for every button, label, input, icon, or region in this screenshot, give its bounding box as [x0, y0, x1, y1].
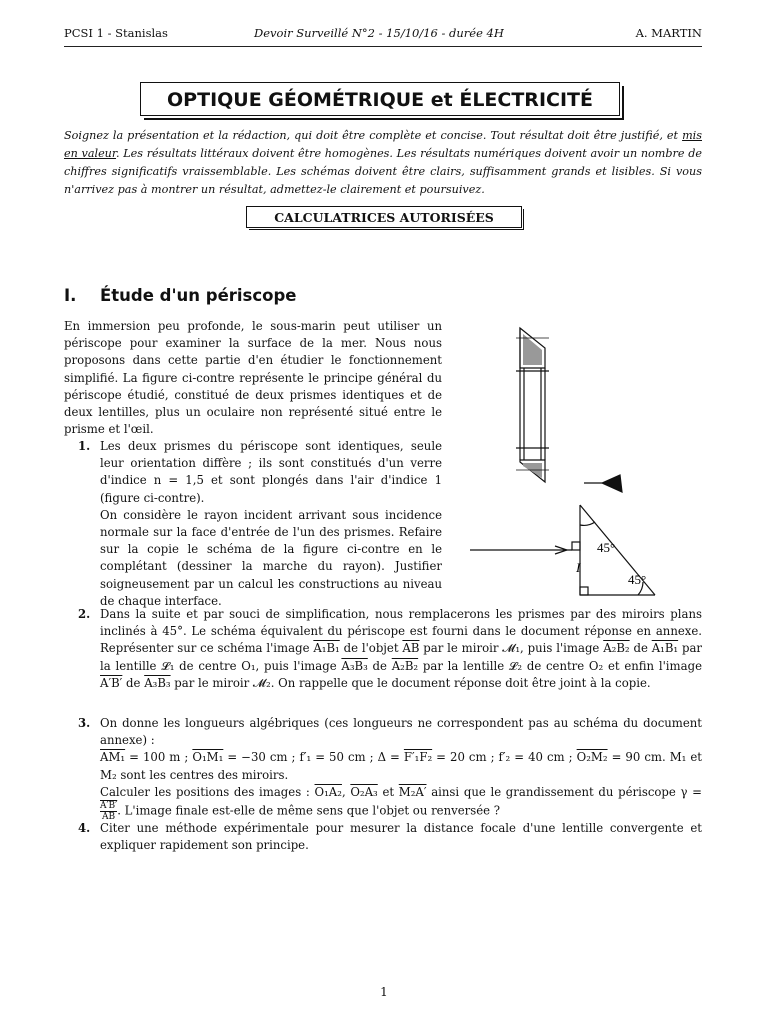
instructions-part2: . Les résultats littéraux doivent être homogènes. Les résultats numériques doivent avoir un nombre de chiffres significatifs vraissemblable. Les schémas doivent être clairs, suffisamment grands et lisibles. Si vous n'arrivez pas à montrer un résultat, admettez-le clairement et poursuivez. [64, 147, 702, 196]
question-number: 3. [78, 716, 91, 730]
q2-text: de l'objet [339, 641, 403, 656]
periscope-figure [460, 320, 710, 610]
gamma-denominator: AB [102, 812, 116, 823]
section-number: I. [64, 286, 77, 305]
right-angle-mark-top [572, 542, 580, 550]
q3-values [100, 749, 702, 783]
question-1 [78, 438, 442, 610]
right-angle-mark-bottom [580, 587, 588, 595]
gamma-fraction [100, 801, 117, 822]
header-class: PCSI 1 - Stanislas [64, 26, 168, 40]
gamma-numerator: A′B′ [100, 801, 118, 812]
eye-icon [602, 475, 622, 492]
length-O1A2: O₁A₂ [314, 784, 342, 799]
question-1-text-a: Les deux prismes du périscope sont identiques, seule leur orientation diffère ; ils sont constitués d'un verre d'indice n = 1,5 et sont plongés dans l'air d'indice 1 (figure ci-contre). [100, 439, 442, 505]
vector-ApBp: A′B′ [100, 675, 123, 690]
question-1-text-b: On considère le rayon incident arrivant sous incidence normale sur la face d'entrée de l'un des prismes. Refaire sur la copie le schéma de la figure ci-contre en le complétant (dessiner la marche du rayon). Justifier soigneusement par un calcul les constructions au niveau de chaque interface. [100, 507, 442, 608]
vector-A1B1: A₁B₁ [651, 641, 679, 656]
section-title: Étude d'un périscope [100, 286, 297, 305]
vector-A1B1: A₁B₁ [313, 641, 340, 656]
length-F1F2: F′₁F₂ [403, 750, 433, 765]
q3-text: Calculer les positions des images : [100, 784, 315, 799]
vector-A2B2: A₂B₂ [603, 641, 630, 656]
length-O1M1: O₁M₁ [192, 750, 224, 765]
length-O2M2: O₂M₂ [576, 750, 608, 765]
instructions-part1: Soignez la présentation et la rédaction, qui doit être complète et concise. Tout résultat doit être justifié, et [64, 129, 683, 142]
page-header [64, 26, 702, 47]
angle-label-bottom: 45° [628, 572, 647, 587]
q3-text: , [341, 784, 351, 799]
q3-text: . L'image finale est-elle de même sens que l'objet ou renversée ? [117, 803, 501, 818]
length-AM1: AM₁ [100, 750, 126, 765]
vector-A3B3: A₃B₃ [341, 658, 368, 673]
calculators-notice: CALCULATRICES AUTORISÉES [246, 206, 522, 228]
angle-label-top: 45° [597, 540, 616, 555]
q3-text: ainsi que le grandissement du périscope γ = [426, 784, 702, 799]
q3-text: et [377, 784, 399, 799]
question-4-text: Citer une méthode expérimentale pour mesurer la distance focale d'une lentille convergente et expliquer rapidement son principe. [100, 821, 702, 853]
page-title: OPTIQUE GÉOMÉTRIQUE et ÉLECTRICITÉ [140, 82, 620, 116]
question-number: 2. [78, 607, 91, 621]
q2-text: de [122, 675, 145, 690]
question-number: 1. [78, 439, 91, 453]
length-M2Ap: M₂A′ [398, 784, 427, 799]
bottom-prism-inner [523, 463, 542, 478]
header-exam-info: Devoir Surveillé N°2 - 15/10/16 - durée 4H [254, 26, 504, 40]
vector-A2B2: A₂B₂ [391, 658, 419, 673]
question-4 [78, 820, 702, 854]
question-2 [78, 606, 702, 692]
q2-text: par le miroir 𝓜₂. On rappelle que le document réponse doit être joint à la copie. [170, 675, 651, 690]
q3-value: = −30 cm ; f′₁ = 50 cm ; Δ = [223, 750, 404, 765]
periscope-diagram [470, 328, 655, 595]
q2-text: de [629, 641, 652, 656]
instructions-underlined: mis en valeur [64, 129, 702, 160]
section-heading [64, 286, 297, 305]
q2-text: par la lentille 𝓛₂ de centre O₂ et enfin l'image [418, 658, 702, 673]
question-number: 4. [78, 821, 91, 835]
page-number: 1 [380, 985, 388, 999]
vector-A3B3: A₃B₃ [144, 675, 171, 690]
q3-value: = 100 m ; [125, 750, 193, 765]
point-I-label: I [576, 560, 581, 575]
header-author: A. MARTIN [635, 26, 702, 40]
q3-value: = 90 cm. M₁ et M₂ sont les centres des miroirs. [100, 750, 702, 782]
q2-text: par le miroir 𝓜₁, puis l'image [419, 641, 604, 656]
length-O2A3: O₂A₃ [350, 784, 378, 799]
periscope-intro-paragraph: En immersion peu profonde, le sous-marin peut utiliser un périscope pour examiner la surface de la mer. Nous nous proposons dans cette partie d'en étudier le fonctionnement simplifié. La figure ci-contre représente le principe général du périscope étudié, constitué de deux prismes identiques et de deux lentilles, plus un oculaire non représenté situé entre le prisme et l'œil. [64, 319, 442, 437]
vector-AB: $\overline{AB}$ [402, 641, 420, 656]
question-3 [78, 715, 702, 823]
arc-top [580, 522, 595, 525]
q2-text: par la lentille 𝓛₁ de centre O₁, puis l'image [100, 641, 702, 673]
q2-text: Dans la suite et par souci de simplification, nous remplacerons les prismes par des miroirs plans inclinés à 45°. Le schéma équivalent du périscope est fourni dans le document réponse en annexe. Représenter sur ce schéma l'image [100, 607, 702, 656]
q3-value: = 20 cm ; f′₂ = 40 cm ; [432, 750, 577, 765]
q3-task [100, 784, 702, 822]
instructions-paragraph [64, 127, 702, 199]
q3-intro: On donne les longueurs algébriques (ces longueurs ne correspondent pas au schéma du document annexe) : [100, 716, 702, 748]
q2-text: de [367, 658, 392, 673]
